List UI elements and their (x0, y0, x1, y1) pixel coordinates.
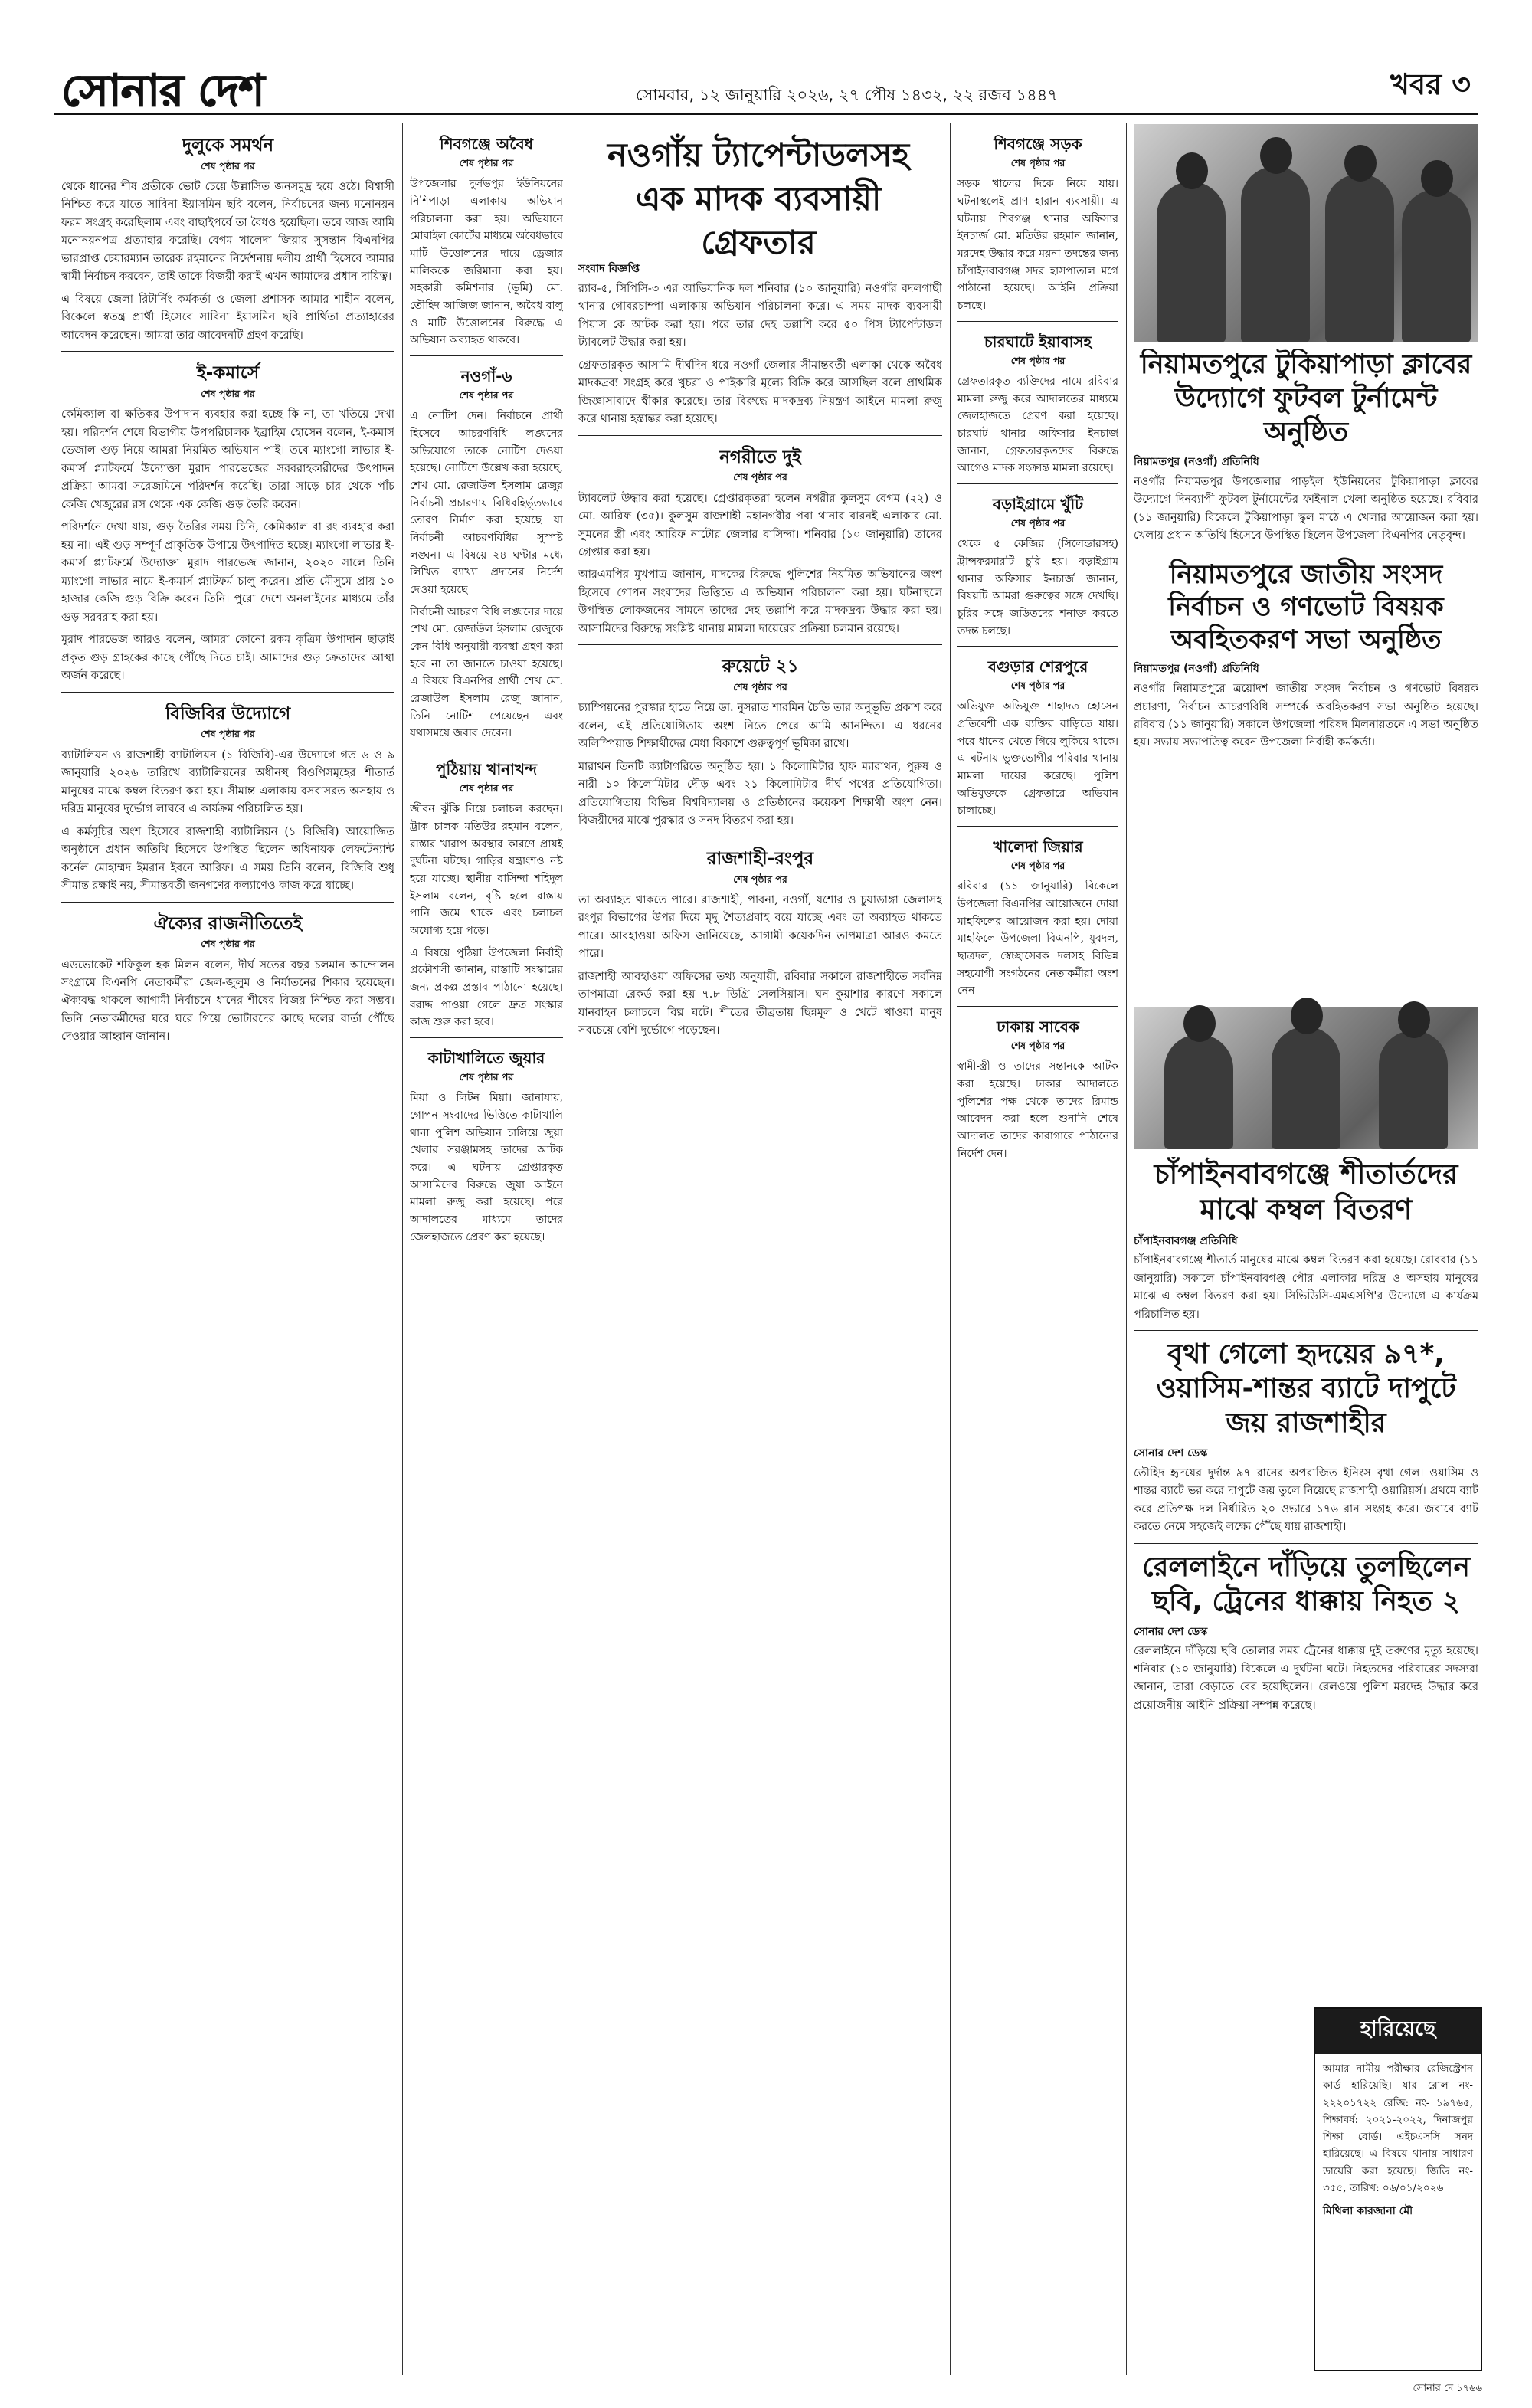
article-text: র‍্যাব-৫, সিপিসি-৩ এর আভিযানিক দল শনিবার (১০ জানুয়ারি) নওগাঁর বদলগাছী থানার গোবরচাম্পা এলাকায় অভিযান পরিচালনা করে। এ সময় মাদক ব্যবসায়ী পিয়াস কে আটক করা হয়। পরে তার দেহ তল্লাশি করে ৫০ পিস ট্যাপেন্টাডল ট্যাবলেট উদ্ধার করা হয়। (578, 282, 942, 349)
continued-label: শেষ পৃষ্ঠার পর (733, 681, 787, 693)
article-text: রেললাইনে দাঁড়িয়ে ছবি তোলার সময় ট্রেনের ধাক্কায় দুই তরুণের মৃত্যু হয়েছে। শনিবার (১০ জানুয়ারি) বিকেলে এ দুর্ঘটনা ঘটে। নিহতদের পরিবারের সদস্যরা জানান, তারা বেড়াতে বের হয়েছিলেন। রেলওয়ে পুলিশ মরদেহ উদ্ধার করে প্রয়োজনীয় আইনি প্রক্রিয়া সম্পন্ন করেছে। (1134, 1645, 1478, 1712)
lost-notice-name: মিথিলা কারজানা মৌ (1323, 2205, 1413, 2218)
headline-cricket: বৃথা গেলো হৃদয়ের ৯৭*, ওয়াসিম-শান্তর ব্যাটে দাপুটে জয় রাজশাহীর (1156, 1338, 1456, 1440)
headline-dhaka-former: ঢাকায় সাবেক (997, 1017, 1079, 1037)
headline-charghat-yaba: চারঘাটে ইয়াবাসহ (984, 332, 1092, 351)
article-text: নওগাঁর নিয়ামতপুর উপজেলার পাড়ইল ইউনিয়নের টুকিয়াপাড়া ক্লাবের উদ্যোগে দিনব্যাপী ফুটবল টুর্নামেন্টের ফাইনাল খেলা অনুষ্ঠিত হয়েছে। রবিবার (১১ জানুয়ারি) বিকেলে টুকিয়াপাড়া স্কুল মাঠে এ খেলার আয়োজন করা হয়। খেলায় প্রধান অতিথি হিসেবে উপস্থিত ছিলেন উপজেলা বিএনপির নেতৃবৃন্দ। (1134, 475, 1478, 542)
newspaper-logo: সোনার দেশ (61, 64, 264, 116)
article-text: চ্যাম্পিয়নের পুরস্কার হাতে নিয়ে ডা. নুসরাত শারমিন চৈতি তার অনুভূতি প্রকাশ করে বলেন, এই প্রতিযোগিতায় অংশ নিতে পেরে আমি আনন্দিত। এ ধরনের অলিম্পিয়াড শিক্ষার্থীদের মেধা বিকাশে গুরুত্বপূর্ণ ভূমিকা রাখে। (578, 702, 942, 751)
headline-train-accident: রেললাইনে দাঁড়িয়ে তুলছিলেন ছবি, ট্রেনের ধাক্কায় নিহত ২ (1142, 1551, 1470, 1617)
headline-khaleda-zia: খালেদা জিয়ার (993, 837, 1083, 857)
article-text: মারাথন তিনটি ক্যাটাগরিতে অনুষ্ঠিত হয়। ১ কিলোমিটার হাফ ম্যারাথন, পুরুষ ও নারী ১০ কিলোমিটার দৌড় এবং ২১ কিলোমিটার দীর্ঘ পথের প্রতিযোগিতা। প্রতিযোগিতায় বিভিন্ন বিশ্ববিদ্যালয় ও প্রতিষ্ঠানের কয়েকশ শিক্ষার্থী অংশ নেন। বিজয়ীদের মাঝে পুরস্কার ও সনদ বিতরণ করা হয়। (578, 760, 942, 827)
lost-notice-box (1314, 2007, 1482, 2371)
headline-rajshahi-rangpur: রাজশাহী-রংপুর (706, 848, 814, 869)
column-4 (958, 124, 1118, 2377)
continued-label: শেষ পৃষ্ঠার পর (459, 157, 514, 169)
headline-dulu: দুলুকে সমর্থন (182, 136, 274, 156)
article-text: থেকে ৫ কেজির (সিলেন্ডারসহ) ট্রান্সফরমারটি চুরি হয়। বড়াইগ্রাম থানার অফিসার ইনচার্জ জানান, বিষয়টি আমরা গুরুত্বের সঙ্গে দেখছি। চুরির সঙ্গে জড়িতদের শনাক্ত করতে তদন্ত চলছে। (958, 538, 1118, 637)
column-1 (61, 124, 394, 2377)
article-text: সড়ক খালের দিকে নিয়ে যায়। ঘটনাস্থলেই প্রাণ হারান ব্যবসায়ী। এ ঘটনায় শিবগঞ্জ থানার অফিসার ইনচার্জ মো. মতিউর রহমান জানান, মরদেহ উদ্ধার করে ময়না তদন্তের জন্য চাঁপাইনবাবগঞ্জ সদর হাসপাতাল মর্গে পাঠানো হয়েছে। আইনি প্রক্রিয়া চলছে। (958, 178, 1118, 312)
photo-blanket-distribution (1134, 1007, 1478, 1149)
continued-label: শেষ পৃষ্ঠার পর (201, 388, 255, 400)
headline-ecommerce: ই-কমার্সে (196, 363, 260, 384)
article-text: রাজশাহী আবহাওয়া অফিসের তথ্য অনুযায়ী, রবিবার সকালে রাজশাহীতে সর্বনিম্ন তাপমাত্রা রেকর্ড করা হয় ৭.৮ ডিগ্রি সেলসিয়াস। ঘন কুয়াশার কারণে সকালে যানবাহন চলাচলে বিঘ্ন ঘটে। শীতের তীব্রতায় ছিন্নমূল ও খেটে খাওয়া মানুষ সবচেয়ে বেশি দুর্ভোগে পড়েছেন। (578, 970, 942, 1037)
article-text: এডভোকেট শফিকুল হক মিলন বলেন, দীর্ঘ সতের বছর চলমান আন্দোলন সংগ্রামে বিএনপি নেতাকর্মীরা জেল-জুলুম ও নির্যাতনের শিকার হয়েছেন। ঐক্যবদ্ধ থাকলে আগামী নির্বাচনে ধানের শীষের বিজয় নিশ্চিত করা সম্ভব। তিনি নেতাকর্মীদের ঘরে ঘরে গিয়ে ভোটারদের কাছে দলের বার্তা পৌঁছে দেওয়ার আহ্বান জানান। (61, 958, 394, 1043)
article-text: থেকে ধানের শীষ প্রতীকে ভোট চেয়ে উল্লাসিত জনসমুদ্র হয়ে ওঠে। বিশ্বাসী নিশ্চিত করে যাতে সাবিনা ইয়াসমিন ছবি বলেন, নির্বাচনের জন্য মনোনয়ন ফরম সংগ্রহ করেছিলাম এবং বাছাইপর্বে তা বৈধও হয়েছিল। তবে আজ আমি মনোনয়নপত্র প্রত্যাহার করেছি। বেগম খালেদা জিয়ার সুসন্তান বিএনপির ভারপ্রাপ্ত চেয়ারম্যান তারেক রহমানের নির্দেশনায় দলীয় প্রার্থী হিসেবে আমার স্বামী নির্বাচন করবেন, তাই তাকে বিজয়ী করাই এখন আমাদের প্রধান দায়িত্ব। (61, 181, 394, 283)
lost-notice-title: হারিয়েছে (1315, 2009, 1481, 2054)
article-text: জীবন ঝুঁকি নিয়ে চলাচল করছেন। ট্রাক চালক মতিউর রহমান বলেন, রাস্তার খারাপ অবস্থার কারণে প্রায়ই দুর্ঘটনা ঘটছে। গাড়ির যন্ত্রাংশও নষ্ট হয়ে যাচ্ছে। স্থানীয় বাসিন্দা শহিদুল ইসলাম বলেন, বৃষ্টি হলে রাস্তায় পানি জমে থাকে এবং চলাচল অযোগ্য হয়ে পড়ে। (410, 803, 563, 937)
headline-ruet-21: রুয়েটে ২১ (722, 657, 799, 677)
continued-label: শেষ পৃষ্ঠার পর (459, 388, 514, 401)
continued-label: শেষ পৃষ্ঠার পর (733, 471, 787, 483)
section-label: খবর ৩ (1390, 67, 1471, 101)
article-text: গ্রেফতারকৃত ব্যক্তিদের নামে রবিবার মামলা রুজু করে আদালতের মাধ্যমে জেলহাজতে প্রেরণ করা হয়েছে। চারঘাট থানার অফিসার ইনচার্জ জানান, গ্রেফতারকৃতদের বিরুদ্ধে আগেও মাদক সংক্রান্ত মামলা রয়েছে। (958, 375, 1118, 475)
continued-label: শেষ পৃষ্ঠার পর (459, 1070, 514, 1083)
continued-label: শেষ পৃষ্ঠার পর (1010, 1040, 1066, 1052)
byline: চাঁপাইনবাবগঞ্জ প্রতিনিধি (1134, 1234, 1238, 1247)
masthead (54, 64, 1478, 116)
byline: সংবাদ বিজ্ঞপ্তি (578, 263, 640, 275)
lead-headline: নওগাঁয় ট্যাপেন্টাডলসহ এক মাদক ব্যবসায়ী গ্রেফতার (607, 136, 910, 262)
ad-code: সোনার দে ১৭৬৬ (1413, 2383, 1482, 2394)
continued-label: শেষ পৃষ্ঠার পর (201, 938, 255, 950)
headline-bgb: বিজিবির উদ্যোগে (165, 703, 291, 724)
article-text: ব্যাটালিয়ন ও রাজশাহী ব্যাটালিয়ন (১ বিজিবি)-এর উদ্যোগে গত ৬ ও ৯ জানুয়ারি ২০২৬ তারিখে ব্যাটালিয়নের অধীনস্থ বিওপিসমূহের শীতার্ত মানুষের মাঝে কম্বল বিতরণ করা হয়। সীমান্ত এলাকায় বসবাসরত অসহায় ও দরিদ্র মানুষের দুর্ভোগ লাঘবে এ কার্যক্রম পরিচালিত হয়। (61, 749, 394, 816)
article-text: নওগাঁর নিয়ামতপুরে ত্রয়োদশ জাতীয় সংসদ নির্বাচন ও গণভোট বিষয়ক প্রচারণা, নির্বাচন আচরণবিধি সম্পর্কে অবহিতকরণ সভা অনুষ্ঠিত হয়েছে। রবিবার (১১ জানুয়ারি) সকালে উপজেলা পরিষদ মিলনায়তনে এ সভা অনুষ্ঠিত হয়। সভায় সভাপতিত্ব করেন উপজেলা নির্বাহী কর্মকর্তা। (1134, 683, 1478, 749)
article-text: ট্যাবলেট উদ্ধার করা হয়েছে। গ্রেপ্তারকৃতরা হলেন নগরীর কুলসুম বেগম (২২) ও মো. আরিফ (৩৫)। কুলসুম রাজশাহী মহানগরীর পবা থানার বারনই এলাকার মো. সুমনের স্ত্রী এবং আরিফ নাটোর জেলার বাসিন্দা। শনিবার (১০ জানুয়ারি) তাদের গ্রেপ্তার করা হয়। (578, 492, 942, 559)
headline-naogaon-6: নওগাঁ-৬ (460, 366, 512, 385)
byline: নিয়ামতপুর (নওগাঁ) প্রতিনিধি (1134, 456, 1259, 469)
continued-label: শেষ পৃষ্ঠার পর (201, 159, 255, 172)
article-text: এ বিষয়ে পুঠিয়া উপজেলা নির্বাহী প্রকৌশলী জানান, রাস্তাটি সংস্কারের জন্য প্রকল্প প্রস্তাব পাঠানো হয়েছে। বরাদ্দ পাওয়া গেলে দ্রুত সংস্কার কাজ শুরু করা হবে। (410, 946, 563, 1029)
article-text: এ কর্মসূচির অংশ হিসেবে রাজশাহী ব্যাটালিয়ন (১ বিজিবি) আয়োজিত অনুষ্ঠানে প্রধান অতিথি হিসেবে উপস্থিত ছিলেন অধিনায়ক লেফটেন্যান্ট কর্নেল মোহাম্মদ ইমরান ইবনে আরিফ। এ সময় তিনি বলেন, বিজিবি শুধু সীমান্ত রক্ষাই নয়, সীমান্তবর্তী জনগণের কল্যাণেও কাজ করে যাচ্ছে। (61, 825, 394, 893)
article-text: স্বামী-স্ত্রী ও তাদের সন্তানকে আটক করা হয়েছে। ঢাকার আদালতে পুলিশের পক্ষ থেকে তাদের রিমান্ড আবেদন করা হলে শুনানি শেষে আদালত তাদের কারাগারে পাঠানোর নির্দেশ দেন। (958, 1060, 1118, 1160)
continued-label: শেষ পৃষ্ঠার পর (201, 728, 255, 740)
article-text: নির্বাচনী আচরণ বিধি লঙ্ঘনের দায়ে শেখ মো. রেজাউল ইসলাম রেজুকে কেন বিধি অনুযায়ী ব্যবস্থা গ্রহণ করা হবে না তা জানতে চাওয়া হয়েছে। এ বিষয়ে বিএনপির প্রার্থী শেখ মো. রেজাউল ইসলাম রেজু জানান, তিনি নোটিশ পেয়েছেন এবং যথাসময়ে জবাব দেবেন। (410, 605, 563, 740)
headline-puthia-roads: পুঠিয়ায় খানাখন্দ (435, 759, 538, 778)
article-text: তা অব্যাহত থাকতে পারে। রাজশাহী, পাবনা, নওগাঁ, যশোর ও চুয়াডাঙ্গা জেলাসহ রংপুর বিভাগের উপর দিয়ে মৃদু শৈত্যপ্রবাহ বয়ে যাচ্ছে এবং তা অব্যাহত থাকতে পারে। আবহাওয়া অফিস জানিয়েছে, আগামী কয়েকদিন তাপমাত্রা আরও কমতে পারে। (578, 893, 942, 961)
continued-label: শেষ পৃষ্ঠার পর (1010, 157, 1066, 169)
continued-label: শেষ পৃষ্ঠার পর (1010, 860, 1066, 872)
headline-shibganj-road: শিবগঞ্জে সড়ক (994, 135, 1082, 153)
byline: সোনার দেশ ডেস্ক (1134, 1447, 1208, 1460)
article-text: মিয়া ও লিটন মিয়া। জানাযায়, গোপন সংবাদের ভিত্তিতে কাটাখালি থানা পুলিশ অভিযান চালিয়ে জুয়া খেলার সরঞ্জামসহ তাদের আটক করে। এ ঘটনায় গ্রেপ্তারকৃত আসামিদের বিরুদ্ধে জুয়া আইনে মামলা রুজু করা হয়েছে। পরে আদালতের মাধ্যমে তাদের জেলহাজতে প্রেরণ করা হয়েছে। (410, 1092, 563, 1243)
photo-football-tournament (1134, 124, 1478, 342)
article-text: আরএমপির মুখপাত্র জানান, মাদকের বিরুদ্ধে পুলিশের নিয়মিত অভিযানের অংশ হিসেবে গোপন সংবাদের ভিত্তিতে এ অভিযান পরিচালনা করা হয়। ঘটনাস্থলে উপস্থিত লোকজনের সামনে তাদের দেহ তল্লাশি করে মাদকদ্রব্য উদ্ধার করা হয়। আসামিদের বিরুদ্ধে সংশ্লিষ্ট থানায় মামলা দায়েরের প্রক্রিয়া চলমান রয়েছে। (578, 568, 942, 635)
article-text: গ্রেফতারকৃত আসামি দীর্ঘদিন ধরে নওগাঁ জেলার সীমান্তবর্তী এলাকা থেকে অবৈধ মাদকদ্রব্য সংগ্রহ করে খুচরা ও পাইকারি মূল্যে বিক্রি করে আসছিল বলে প্রাথমিক জিজ্ঞাসাবাদে স্বীকার করেছে। তার বিরুদ্ধে মাদকদ্রব্য নিয়ন্ত্রণ আইনে মামলা রুজু করে থানায় হস্তান্তর করা হয়েছে। (578, 359, 942, 426)
column-5-bottom (1134, 1157, 1478, 2000)
headline-city-two: নগরীতে দুই (719, 447, 801, 467)
article-text: কেমিক্যাল বা ক্ষতিকর উপাদান ব্যবহার করা হচ্ছে কি না, তা খতিয়ে দেখা হয়। পরিদর্শন শেষে বিভাগীয় উপপরিচালক ইব্রাহিম হোসেন বলেন, ই-কমার্স ভেজাল গুড় নিয়ে আমরা নিয়মিত অভিযান পাই। তবে ম্যাংগো লাভার ই-কমার্স প্ল্যাটফর্মে উদ্যোক্তা মুরাদ পারভেজের সরবরাহকারীদের উৎপাদন প্রক্রিয়া আমরা সরেজমিনে পরিদর্শন করেছি। তারা সাড়ে চার থেকে পাঁচ কেজি খেজুরের রস থেকে এক কেজি গুড় তৈরি করেন। (61, 408, 394, 511)
article-text: মুরাদ পারভেজ আরও বলেন, আমরা কোনো রকম কৃত্রিম উপাদান ছাড়াই প্রকৃত গুড় গ্রাহকের কাছে পৌঁছে দিতে চাই। আমাদের গুড় ক্রেতাদের আস্থা অর্জন করেছে। (61, 634, 394, 683)
article-text: তৌহিদ হৃদয়ের দুর্দান্ত ৯৭ রানের অপরাজিত ইনিংস বৃথা গেল। ওয়াসিম ও শান্তর ব্যাটে ভর করে দাপুটে জয় তুলে নিয়েছে রাজশাহী ওয়ারিয়র্স। প্রথমে ব্যাট করে প্রতিপক্ষ দল নির্ধারিত ২০ ওভারে ১৭৬ রান সংগ্রহ করে। জবাবে ব্যাট করতে নেমে সহজেই লক্ষ্যে পৌঁছে যায় রাজশাহী। (1134, 1466, 1478, 1534)
headline-shibganj-illegal: শিবগঞ্জে অবৈধ (440, 135, 533, 153)
article-text: রবিবার (১১ জানুয়ারি) বিকেলে উপজেলা বিএনপির আয়োজনে দোয়া মাহফিলের আয়োজন করা হয়। দোয়া মাহফিলে উপজেলা বিএনপি, যুবদল, ছাত্রদল, স্বেচ্ছাসেবক দলসহ বিভিন্ন সহযোগী সংগঠনের নেতাকর্মীরা অংশ নেন। (958, 880, 1118, 998)
headline-bogura-sherpur: বগুড়ার শেরপুরে (987, 657, 1088, 677)
headline-katakhali-gambling: কাটাখালিতে জুয়ার (427, 1048, 545, 1067)
column-3 (578, 260, 942, 2375)
continued-label: শেষ পৃষ্ঠার পর (1010, 516, 1066, 529)
headline-blanket: চাঁপাইনবাবগঞ্জে শীতার্তদের মাঝে কম্বল বিতরণ (1154, 1158, 1458, 1227)
byline: নিয়ামতপুর (নওগাঁ) প্রতিনিধি (1134, 663, 1259, 676)
article-text: এ নোটিশ দেন। নির্বাচনে প্রার্থী হিসেবে আচরণবিধি লঙ্ঘনের অভিযোগে তাকে নোটিশ দেওয়া হয়েছে। নোটিশে উল্লেখ করা হয়েছে, শেখ মো. রেজাউল ইসলাম রেজুর নির্বাচনী প্রচারণায় বিধিবহির্ভূতভাবে তোরণ নির্মাণ করা হয়েছে যা নির্বাচনী আচরণবিধির সুস্পষ্ট লঙ্ঘন। এ বিষয়ে ২৪ ঘণ্টার মধ্যে লিখিত ব্যাখ্যা প্রদানের নির্দেশ দেওয়া হয়েছে। (410, 410, 563, 596)
article-text: চাঁপাইনবাবগঞ্জে শীতার্ত মানুষের মাঝে কম্বল বিতরণ করা হয়েছে। রোববার (১১ জানুয়ারি) সকালে চাঁপাইনবাবগঞ্জ পৌর এলাকার দরিদ্র ও অসহায় মানুষের মাঝে এ কম্বল বিতরণ করা হয়। সিভিডিসি-এমএসপি'র উদ্যোগে এ কার্যক্রম পরিচালিত হয়। (1134, 1254, 1478, 1321)
continued-label: শেষ পৃষ্ঠার পর (1010, 680, 1066, 692)
article-text: অভিযুক্ত অভিযুক্ত শাহাদত হোসেন প্রতিবেশী এক ব্যক্তির বাড়িতে যায়। পরে ধানের খেতে গিয়ে লুকিয়ে থাকে। এ ঘটনায় ভুক্তভোগীর পরিবার থানায় মামলা দায়ের করেছে। পুলিশ অভিযুক্তকে গ্রেফতারে অভিযান চালাচ্ছে। (958, 700, 1118, 817)
continued-label: শেষ পৃষ্ঠার পর (459, 781, 514, 794)
headline-unity: ঐক্যের রাজনীতিতেই (153, 913, 303, 934)
continued-label: শেষ পৃষ্ঠার পর (1010, 354, 1066, 366)
lost-notice-body: আমার নামীয় পরীক্ষার রেজিস্ট্রেশন কার্ড হারিয়েছি। যার রোল নং- ২২২০১৭২২ রেজি: নং- ১৯৭৬৫, শিক্ষাবর্ষ: ২০২১-২০২২, দিনাজপুর শিক্ষা বোর্ড। এইচএসসি সনদ হারিয়েছে। এ বিষয়ে থানায় সাধারণ ডায়েরি করা হয়েছে। জিডি নং- ৩৫৫, তারিখ: ০৬/০১/২০২৬ (1323, 2062, 1473, 2194)
column-2 (410, 124, 563, 2377)
headline-baraigram-pole: বড়াইগ্রামে খুঁটি (992, 494, 1084, 513)
article-text: এ বিষয়ে জেলা রিটার্নিং কর্মকর্তা ও জেলা প্রশাসক আমার শাহীন বলেন, বিকেলে স্বতন্ত্র প্রার্থী হিসেবে সাবিনা ইয়াসমিন ছবি প্রার্থিতা প্রত্যাহারের আবেদন করেছেন। আমরা তার আবেদনটি গ্রহণ করেছি। (61, 293, 394, 342)
issue-date: সোমবার, ১২ জানুয়ারি ২০২৬, ২৭ পৌষ ১৪৩২, ২২ রজব ১৪৪৭ (636, 86, 1059, 104)
headline-football: নিয়ামতপুরে টুকিয়াপাড়া ক্লাবের উদ্যোগে ফুটবল টুর্নামেন্ট অনুষ্ঠিত (1140, 349, 1472, 447)
continued-label: শেষ পৃষ্ঠার পর (733, 873, 787, 885)
article-text: পরিদর্শনে দেখা যায়, গুড় তৈরির সময় চিনি, কেমিক্যাল বা রং ব্যবহার করা হয় না। এই গুড় সম্পূর্ণ প্রাকৃতিক উপায়ে উৎপাদিত হচ্ছে। ম্যাংগো লাভার ই-কমার্স প্ল্যাটফর্মে উদ্যোক্তা মুরাদ পারভেজ জানান, ২০২০ সালে তিনি ম্যাংগো লাভার নামে ই-কমার্স প্ল্যাটফর্ম চালু করেন। প্রতি মৌসুমে প্রায় ১০ হাজার কেজি গুড় বিক্রি করেন তিনি। পুরো দেশে অনলাইনের মাধ্যমে তাঁর গুড় সরবরাহ করা হয়। (61, 521, 394, 624)
byline: সোনার দেশ ডেস্ক (1134, 1625, 1208, 1638)
headline-election-briefing: নিয়ামতপুরে জাতীয় সংসদ নির্বাচন ও গণভোট বিষয়ক অবহিতকরণ সভা অনুষ্ঠিত (1168, 559, 1444, 655)
article-text: উপজেলার দুর্লভপুর ইউনিয়নের নিশিপাড়া এলাকায় অভিযান পরিচালনা করা হয়। অভিযানে মোবাইল কোর্টের মাধ্যমে অবৈধভাবে মাটি উত্তোলনের দায়ে ড্রেজার মালিককে জরিমানা করা হয়। সহকারী কমিশনার (ভূমি) মো. তৌহিদ আজিজ জানান, অবৈধ বালু ও মাটি উত্তোলনের বিরুদ্ধে এ অভিযান অব্যাহত থাকবে। (410, 178, 563, 347)
